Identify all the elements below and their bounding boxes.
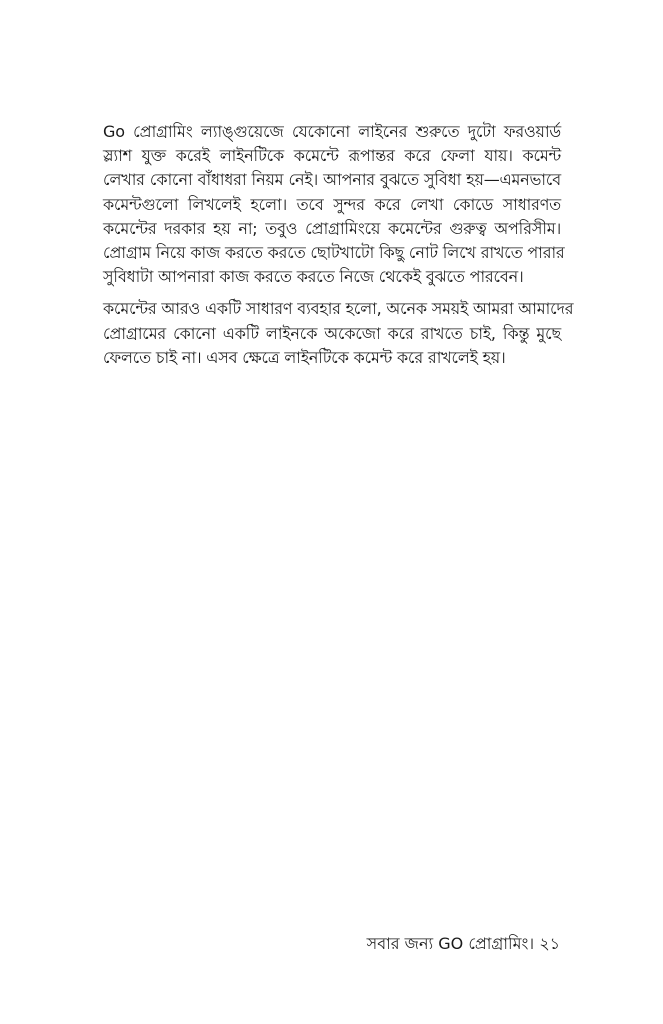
text-line: সুবিধাটা আপনারা কাজ করতে করতে নিজে থেকেই বুঝতে পারবেন। — [103, 267, 524, 287]
body-text — [103, 120, 574, 370]
text-line: কমেন্টের আরও একটি সাধারণ ব্যবহার হলো, অনেক সময়ই আমরা আমাদের — [103, 299, 574, 319]
paragraph-comment-usage — [103, 297, 574, 370]
paragraph-comment-syntax — [103, 120, 565, 289]
text-line: স্ল্যাশ যুক্ত করেই লাইনটিকে কমেন্টে রূপান্তর করে ফেলা যায়। কমেন্ট — [103, 146, 561, 166]
text-line: ফেলতে চাই না। এসব ক্ষেত্রে লাইনটিকে কমেন্ট করে রাখলেই হয়। — [103, 347, 506, 367]
text-line: কমেন্টের দরকার হয় না; তবুও প্রোগ্রামিংয়ে কমেন্টের গুরুত্ব অপরিসীম। — [103, 218, 561, 238]
text-line: লেখার কোনো বাঁধাধরা নিয়ম নেই। আপনার বুঝতে সুবিধা হয়—এমনভাবে — [103, 170, 561, 190]
page-number: ২১ — [539, 934, 560, 953]
text-line: Go প্রোগ্রামিং ল্যাঙ্গুয়েজে যেকোনো লাইনের শুরুতে দুটো ফরওয়ার্ড — [103, 122, 561, 141]
text-line: প্রোগ্রামের কোনো একটি লাইনকে অকেজো করে রাখতে চাই, কিন্তু মুছে — [103, 323, 561, 343]
text-line: প্রোগ্রাম নিয়ে কাজ করতে করতে ছোটখাটো কিছু নোট লিখে রাখতে পারার — [103, 243, 565, 263]
page-footer — [367, 932, 560, 956]
running-title: সবার জন্য GO প্রোগ্রামিং — [366, 934, 529, 953]
text-line: কমেন্টগুলো লিখলেই হলো। তবে সুন্দর করে লেখা কোডে সাধারণত — [103, 194, 561, 214]
footer-separator: । — [528, 934, 535, 953]
